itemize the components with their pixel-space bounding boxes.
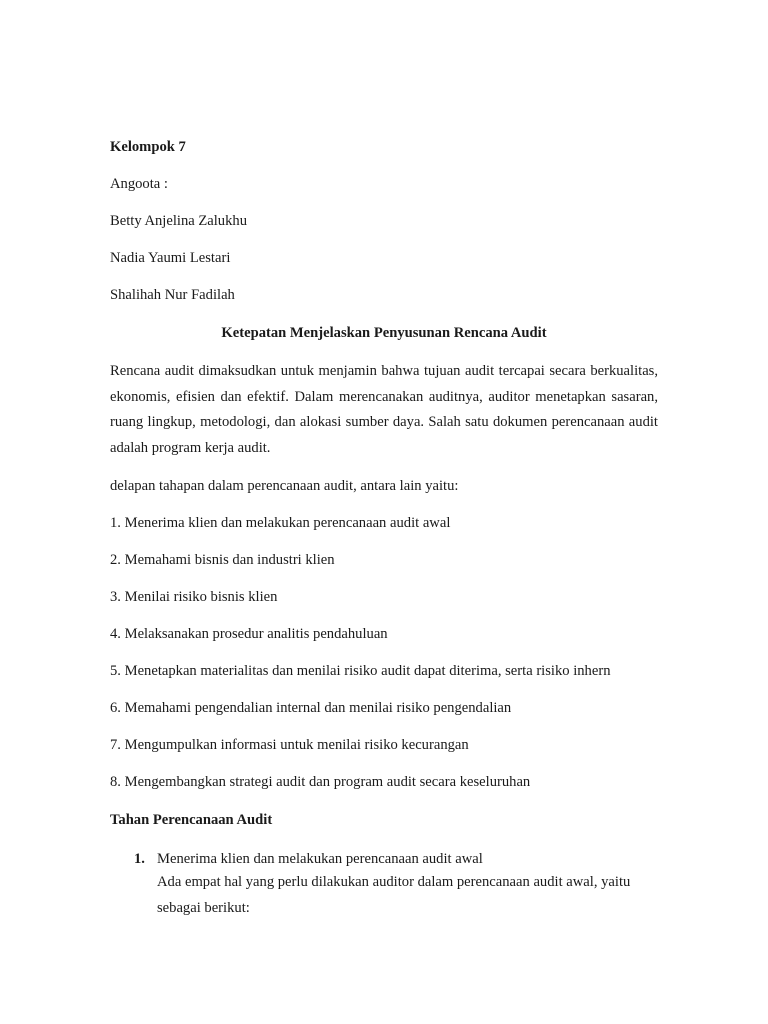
step-item: 3. Menilai risiko bisnis klien — [110, 589, 278, 605]
intro-paragraph: Rencana audit dimaksudkan untuk menjamin bahwa tujuan audit tercapai secara berkualitas, ekonomis, efisien dan efektif. Dalam merencanakan auditnya, auditor menetapkan sasaran, ruang lingkup, metodologi, dan alokasi sumber daya. Salah satu dokumen perencanaan audit adalah program kerja audit. — [110, 363, 658, 456]
step-item: 5. Menetapkan materialitas dan menilai risiko audit dapat diterima, serta risiko inhern — [110, 663, 611, 679]
section-heading: Tahan Perencanaan Audit — [110, 812, 273, 828]
member-name: Betty Anjelina Zalukhu — [110, 213, 247, 229]
step-item: 8. Mengembangkan strategi audit dan program audit secara keseluruhan — [110, 774, 531, 790]
numbered-item — [110, 850, 658, 921]
item-number: 1. — [134, 851, 145, 867]
member-name: Nadia Yaumi Lestari — [110, 250, 231, 266]
group-name: Kelompok 7 — [110, 139, 186, 155]
document-body — [110, 138, 658, 921]
document-title: Ketepatan Menjelaskan Penyusunan Rencana Audit — [221, 325, 547, 341]
members-label: Angoota : — [110, 176, 168, 192]
step-item: 6. Memahami pengendalian internal dan menilai risiko pengendalian — [110, 700, 512, 716]
step-item: 4. Melaksanakan prosedur analitis pendahuluan — [110, 626, 388, 642]
step-item: 2. Memahami bisnis dan industri klien — [110, 552, 335, 568]
member-name: Shalihah Nur Fadilah — [110, 287, 235, 303]
item-body: Ada empat hal yang perlu dilakukan auditor dalam perencanaan audit awal, yaitu sebagai berikut: — [157, 874, 631, 916]
steps-intro: delapan tahapan dalam perencanaan audit, antara lain yaitu: — [110, 478, 459, 494]
step-item: 7. Mengumpulkan informasi untuk menilai risiko kecurangan — [110, 737, 469, 753]
step-item: 1. Menerima klien dan melakukan perencanaan audit awal — [110, 515, 451, 531]
item-content — [157, 850, 658, 921]
item-title: Menerima klien dan melakukan perencanaan audit awal — [157, 851, 483, 867]
